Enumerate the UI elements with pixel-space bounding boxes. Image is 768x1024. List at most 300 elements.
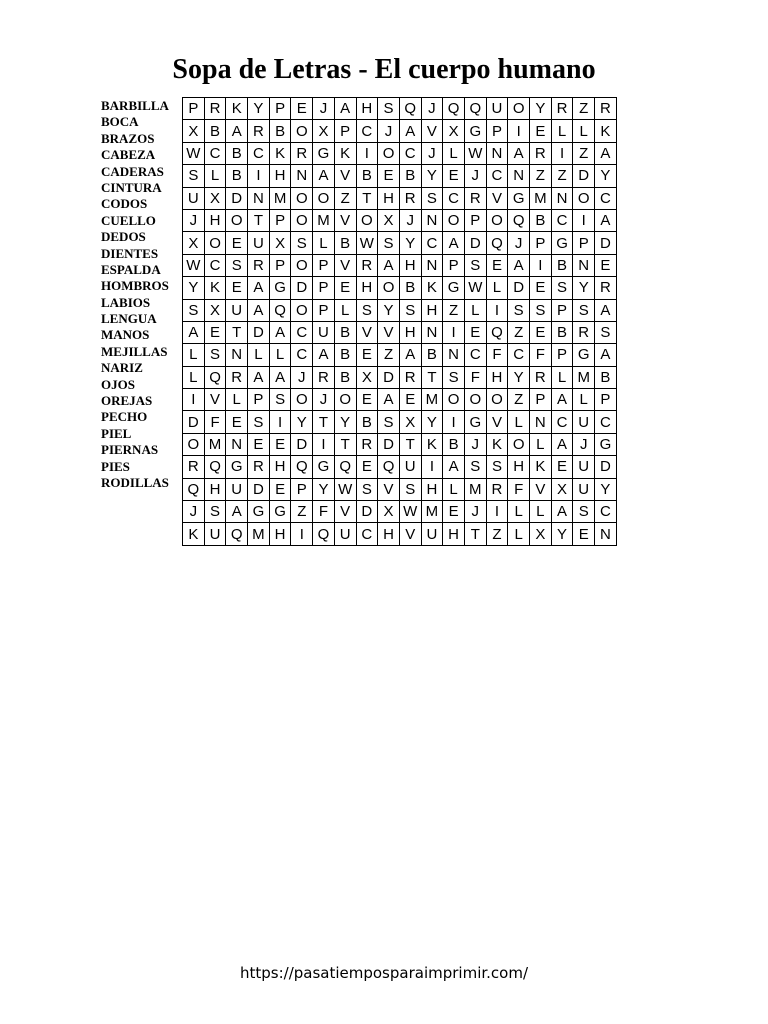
grid-cell[interactable]: C (551, 411, 573, 433)
grid-cell[interactable]: O (313, 187, 335, 209)
grid-cell[interactable]: H (486, 366, 508, 388)
grid-cell[interactable]: H (356, 277, 378, 299)
grid-cell[interactable]: C (595, 501, 617, 523)
grid-cell[interactable]: D (248, 321, 270, 343)
grid-cell[interactable]: X (399, 411, 421, 433)
grid-cell[interactable]: K (486, 433, 508, 455)
grid-cell[interactable]: P (313, 277, 335, 299)
grid-cell[interactable]: O (486, 209, 508, 231)
grid-cell[interactable]: Y (551, 523, 573, 545)
grid-cell[interactable]: R (464, 187, 486, 209)
grid-cell[interactable]: R (204, 98, 226, 120)
grid-cell[interactable]: G (443, 277, 465, 299)
grid-cell[interactable]: J (508, 232, 530, 254)
grid-cell[interactable]: A (248, 366, 270, 388)
grid-cell[interactable]: R (573, 321, 595, 343)
grid-cell[interactable]: C (356, 120, 378, 142)
grid-cell[interactable]: F (508, 478, 530, 500)
grid-cell[interactable]: X (204, 299, 226, 321)
grid-cell[interactable]: S (464, 254, 486, 276)
grid-cell[interactable]: Q (464, 98, 486, 120)
grid-cell[interactable]: Q (399, 98, 421, 120)
grid-cell[interactable]: D (248, 478, 270, 500)
grid-cell[interactable]: T (421, 366, 443, 388)
grid-cell[interactable]: D (183, 411, 205, 433)
grid-cell[interactable]: L (226, 389, 248, 411)
grid-cell[interactable]: O (226, 209, 248, 231)
grid-cell[interactable]: Z (486, 523, 508, 545)
grid-cell[interactable]: S (399, 478, 421, 500)
grid-cell[interactable]: R (183, 456, 205, 478)
grid-cell[interactable]: B (551, 321, 573, 343)
grid-cell[interactable]: E (248, 433, 270, 455)
footer-url[interactable]: https://pasatiemposparaimprimir.com/ (239, 964, 529, 982)
grid-cell[interactable]: S (486, 456, 508, 478)
grid-cell[interactable]: T (334, 433, 356, 455)
grid-cell[interactable]: Q (378, 456, 400, 478)
grid-cell[interactable]: F (313, 501, 335, 523)
grid-cell[interactable]: J (313, 389, 335, 411)
grid-cell[interactable]: C (486, 165, 508, 187)
grid-cell[interactable]: U (421, 523, 443, 545)
grid-cell[interactable]: P (269, 98, 291, 120)
grid-cell[interactable]: A (226, 501, 248, 523)
grid-cell[interactable]: Z (334, 187, 356, 209)
grid-cell[interactable]: M (269, 187, 291, 209)
grid-cell[interactable]: S (530, 299, 552, 321)
grid-cell[interactable]: I (443, 411, 465, 433)
grid-cell[interactable]: B (334, 232, 356, 254)
grid-cell[interactable]: E (356, 344, 378, 366)
grid-cell[interactable]: J (183, 501, 205, 523)
grid-cell[interactable]: X (183, 232, 205, 254)
grid-cell[interactable]: A (378, 389, 400, 411)
grid-cell[interactable]: A (551, 433, 573, 455)
grid-cell[interactable]: E (530, 120, 552, 142)
grid-cell[interactable]: S (421, 187, 443, 209)
grid-cell[interactable]: Y (248, 98, 270, 120)
grid-cell[interactable]: E (399, 389, 421, 411)
grid-cell[interactable]: U (573, 411, 595, 433)
grid-cell[interactable]: M (421, 389, 443, 411)
grid-cell[interactable]: Y (334, 411, 356, 433)
grid-cell[interactable]: C (421, 232, 443, 254)
grid-cell[interactable]: Z (508, 389, 530, 411)
grid-cell[interactable]: O (334, 389, 356, 411)
grid-cell[interactable]: L (573, 120, 595, 142)
grid-cell[interactable]: K (183, 523, 205, 545)
grid-cell[interactable]: A (248, 299, 270, 321)
grid-cell[interactable]: C (595, 411, 617, 433)
grid-cell[interactable]: P (551, 344, 573, 366)
grid-cell[interactable]: Y (508, 366, 530, 388)
grid-cell[interactable]: R (226, 366, 248, 388)
grid-cell[interactable]: N (226, 344, 248, 366)
grid-cell[interactable]: R (356, 433, 378, 455)
grid-cell[interactable]: H (443, 523, 465, 545)
grid-cell[interactable]: K (226, 98, 248, 120)
grid-cell[interactable]: I (421, 456, 443, 478)
grid-cell[interactable]: U (226, 478, 248, 500)
grid-cell[interactable]: I (248, 165, 270, 187)
grid-cell[interactable]: V (486, 187, 508, 209)
grid-cell[interactable]: C (204, 254, 226, 276)
grid-cell[interactable]: E (443, 501, 465, 523)
grid-cell[interactable]: N (530, 411, 552, 433)
grid-cell[interactable]: D (573, 165, 595, 187)
grid-cell[interactable]: X (356, 366, 378, 388)
grid-cell[interactable]: H (378, 523, 400, 545)
grid-cell[interactable]: N (421, 321, 443, 343)
grid-cell[interactable]: P (443, 254, 465, 276)
grid-cell[interactable]: P (313, 299, 335, 321)
grid-cell[interactable]: E (334, 277, 356, 299)
grid-cell[interactable]: R (530, 366, 552, 388)
grid-cell[interactable]: I (508, 120, 530, 142)
grid-cell[interactable]: V (421, 120, 443, 142)
grid-cell[interactable]: Q (443, 98, 465, 120)
grid-cell[interactable]: H (204, 209, 226, 231)
grid-cell[interactable]: B (595, 366, 617, 388)
grid-cell[interactable]: O (486, 389, 508, 411)
grid-cell[interactable]: O (356, 209, 378, 231)
grid-cell[interactable]: P (530, 389, 552, 411)
grid-cell[interactable]: C (508, 344, 530, 366)
grid-cell[interactable]: B (530, 209, 552, 231)
grid-cell[interactable]: N (248, 187, 270, 209)
grid-cell[interactable]: R (486, 478, 508, 500)
grid-cell[interactable]: S (573, 299, 595, 321)
grid-cell[interactable]: U (573, 456, 595, 478)
grid-cell[interactable]: P (248, 389, 270, 411)
grid-cell[interactable]: Q (486, 321, 508, 343)
grid-cell[interactable]: I (486, 501, 508, 523)
grid-cell[interactable]: S (551, 277, 573, 299)
grid-cell[interactable]: S (356, 299, 378, 321)
grid-cell[interactable]: W (399, 501, 421, 523)
grid-cell[interactable]: G (551, 232, 573, 254)
grid-cell[interactable]: Y (313, 478, 335, 500)
grid-cell[interactable]: D (595, 232, 617, 254)
grid-cell[interactable]: Y (595, 478, 617, 500)
grid-cell[interactable]: I (356, 142, 378, 164)
grid-cell[interactable]: H (421, 299, 443, 321)
grid-cell[interactable]: V (356, 321, 378, 343)
grid-cell[interactable]: K (334, 142, 356, 164)
grid-cell[interactable]: L (464, 299, 486, 321)
grid-cell[interactable]: G (269, 277, 291, 299)
grid-cell[interactable]: I (573, 209, 595, 231)
grid-cell[interactable]: M (464, 478, 486, 500)
grid-cell[interactable]: W (464, 142, 486, 164)
grid-cell[interactable]: B (334, 366, 356, 388)
grid-cell[interactable]: O (464, 389, 486, 411)
grid-cell[interactable]: A (595, 142, 617, 164)
grid-cell[interactable]: O (183, 433, 205, 455)
grid-cell[interactable]: A (269, 321, 291, 343)
grid-cell[interactable]: Y (421, 165, 443, 187)
grid-cell[interactable]: D (464, 232, 486, 254)
grid-cell[interactable]: L (183, 366, 205, 388)
grid-cell[interactable]: S (204, 344, 226, 366)
grid-cell[interactable]: V (378, 321, 400, 343)
grid-cell[interactable]: Q (269, 299, 291, 321)
grid-cell[interactable]: X (183, 120, 205, 142)
grid-cell[interactable]: G (226, 456, 248, 478)
grid-cell[interactable]: O (378, 142, 400, 164)
grid-cell[interactable]: X (269, 232, 291, 254)
grid-cell[interactable]: E (356, 389, 378, 411)
grid-cell[interactable]: S (464, 456, 486, 478)
grid-cell[interactable]: N (551, 187, 573, 209)
grid-cell[interactable]: P (530, 232, 552, 254)
grid-cell[interactable]: N (573, 254, 595, 276)
grid-cell[interactable]: X (204, 187, 226, 209)
grid-cell[interactable]: S (595, 321, 617, 343)
grid-cell[interactable]: W (183, 142, 205, 164)
grid-cell[interactable]: A (399, 120, 421, 142)
grid-cell[interactable]: S (378, 411, 400, 433)
grid-cell[interactable]: Z (443, 299, 465, 321)
grid-cell[interactable]: T (399, 433, 421, 455)
grid-cell[interactable]: B (334, 344, 356, 366)
grid-cell[interactable]: W (356, 232, 378, 254)
grid-cell[interactable]: Z (291, 501, 313, 523)
grid-cell[interactable]: O (443, 389, 465, 411)
grid-cell[interactable]: D (226, 187, 248, 209)
grid-cell[interactable]: E (226, 232, 248, 254)
grid-cell[interactable]: J (464, 165, 486, 187)
grid-cell[interactable]: J (399, 209, 421, 231)
grid-cell[interactable]: U (313, 321, 335, 343)
grid-cell[interactable]: B (356, 165, 378, 187)
grid-cell[interactable]: A (551, 501, 573, 523)
grid-cell[interactable]: Q (508, 209, 530, 231)
grid-cell[interactable]: A (334, 98, 356, 120)
grid-cell[interactable]: A (313, 344, 335, 366)
grid-cell[interactable]: T (248, 209, 270, 231)
grid-cell[interactable]: Z (551, 165, 573, 187)
grid-cell[interactable]: N (595, 523, 617, 545)
grid-cell[interactable]: A (443, 456, 465, 478)
grid-cell[interactable]: H (399, 254, 421, 276)
grid-cell[interactable]: P (595, 389, 617, 411)
grid-cell[interactable]: L (313, 232, 335, 254)
grid-cell[interactable]: E (356, 456, 378, 478)
grid-cell[interactable]: B (269, 120, 291, 142)
grid-cell[interactable]: S (183, 165, 205, 187)
grid-cell[interactable]: U (334, 523, 356, 545)
grid-cell[interactable]: L (443, 478, 465, 500)
grid-cell[interactable]: N (291, 165, 313, 187)
grid-cell[interactable]: E (486, 254, 508, 276)
grid-cell[interactable]: N (508, 165, 530, 187)
grid-cell[interactable]: V (530, 478, 552, 500)
grid-cell[interactable]: O (204, 232, 226, 254)
grid-cell[interactable]: A (183, 321, 205, 343)
grid-cell[interactable]: C (464, 344, 486, 366)
grid-cell[interactable]: H (269, 456, 291, 478)
grid-cell[interactable]: B (334, 321, 356, 343)
grid-cell[interactable]: C (204, 142, 226, 164)
grid-cell[interactable]: I (551, 142, 573, 164)
grid-cell[interactable]: R (595, 277, 617, 299)
grid-cell[interactable]: H (269, 523, 291, 545)
grid-cell[interactable]: R (551, 98, 573, 120)
grid-cell[interactable]: Q (313, 523, 335, 545)
grid-cell[interactable]: E (530, 277, 552, 299)
grid-cell[interactable]: I (291, 523, 313, 545)
grid-cell[interactable]: I (183, 389, 205, 411)
grid-cell[interactable]: S (378, 98, 400, 120)
grid-cell[interactable]: N (443, 344, 465, 366)
grid-cell[interactable]: H (378, 187, 400, 209)
grid-cell[interactable]: S (291, 232, 313, 254)
grid-cell[interactable]: J (378, 120, 400, 142)
grid-cell[interactable]: A (399, 344, 421, 366)
grid-cell[interactable]: B (399, 277, 421, 299)
grid-cell[interactable]: A (551, 389, 573, 411)
grid-cell[interactable]: V (399, 523, 421, 545)
grid-cell[interactable]: N (226, 433, 248, 455)
grid-cell[interactable]: A (313, 165, 335, 187)
grid-cell[interactable]: C (248, 142, 270, 164)
grid-cell[interactable]: U (183, 187, 205, 209)
grid-cell[interactable]: B (551, 254, 573, 276)
grid-cell[interactable]: V (486, 411, 508, 433)
grid-cell[interactable]: Q (486, 232, 508, 254)
grid-cell[interactable]: V (334, 254, 356, 276)
grid-cell[interactable]: J (421, 98, 443, 120)
grid-cell[interactable]: N (421, 254, 443, 276)
grid-cell[interactable]: W (334, 478, 356, 500)
grid-cell[interactable]: O (508, 98, 530, 120)
grid-cell[interactable]: R (248, 254, 270, 276)
grid-cell[interactable]: C (595, 187, 617, 209)
grid-cell[interactable]: V (334, 501, 356, 523)
grid-cell[interactable]: E (595, 254, 617, 276)
grid-cell[interactable]: J (183, 209, 205, 231)
grid-cell[interactable]: O (291, 120, 313, 142)
grid-cell[interactable]: Y (291, 411, 313, 433)
grid-cell[interactable]: R (595, 98, 617, 120)
grid-cell[interactable]: C (291, 321, 313, 343)
grid-cell[interactable]: W (183, 254, 205, 276)
grid-cell[interactable]: O (573, 187, 595, 209)
grid-cell[interactable]: S (399, 299, 421, 321)
grid-cell[interactable]: B (204, 120, 226, 142)
grid-cell[interactable]: U (573, 478, 595, 500)
grid-cell[interactable]: Q (204, 456, 226, 478)
grid-cell[interactable]: Z (530, 165, 552, 187)
grid-cell[interactable]: Y (530, 98, 552, 120)
grid-cell[interactable]: S (269, 389, 291, 411)
grid-cell[interactable]: J (573, 433, 595, 455)
grid-cell[interactable]: V (334, 209, 356, 231)
grid-cell[interactable]: F (530, 344, 552, 366)
grid-cell[interactable]: Q (226, 523, 248, 545)
grid-cell[interactable]: C (291, 344, 313, 366)
grid-cell[interactable]: U (204, 523, 226, 545)
grid-cell[interactable]: M (530, 187, 552, 209)
grid-cell[interactable]: G (464, 411, 486, 433)
grid-cell[interactable]: Y (399, 232, 421, 254)
grid-cell[interactable]: E (378, 165, 400, 187)
grid-cell[interactable]: S (356, 478, 378, 500)
grid-cell[interactable]: X (551, 478, 573, 500)
grid-cell[interactable]: O (508, 433, 530, 455)
grid-cell[interactable]: D (508, 277, 530, 299)
grid-cell[interactable]: S (573, 501, 595, 523)
grid-cell[interactable]: E (269, 478, 291, 500)
grid-cell[interactable]: R (291, 142, 313, 164)
grid-cell[interactable]: G (313, 456, 335, 478)
grid-cell[interactable]: W (464, 277, 486, 299)
grid-cell[interactable]: D (595, 456, 617, 478)
grid-cell[interactable]: K (421, 433, 443, 455)
grid-cell[interactable]: G (508, 187, 530, 209)
grid-cell[interactable]: L (508, 523, 530, 545)
grid-cell[interactable]: P (313, 254, 335, 276)
grid-cell[interactable]: I (530, 254, 552, 276)
grid-cell[interactable]: P (183, 98, 205, 120)
grid-cell[interactable]: C (443, 187, 465, 209)
grid-cell[interactable]: M (573, 366, 595, 388)
grid-cell[interactable]: B (443, 433, 465, 455)
grid-cell[interactable]: H (508, 456, 530, 478)
grid-cell[interactable]: R (356, 254, 378, 276)
grid-cell[interactable]: E (226, 277, 248, 299)
grid-cell[interactable]: H (399, 321, 421, 343)
grid-cell[interactable]: U (226, 299, 248, 321)
grid-cell[interactable]: Q (183, 478, 205, 500)
grid-cell[interactable]: G (269, 501, 291, 523)
grid-cell[interactable]: R (248, 456, 270, 478)
grid-cell[interactable]: A (378, 254, 400, 276)
grid-cell[interactable]: L (508, 501, 530, 523)
grid-cell[interactable]: E (443, 165, 465, 187)
grid-cell[interactable]: X (443, 120, 465, 142)
grid-cell[interactable]: L (269, 344, 291, 366)
grid-cell[interactable]: S (183, 299, 205, 321)
grid-cell[interactable]: S (226, 254, 248, 276)
grid-cell[interactable]: M (248, 523, 270, 545)
grid-cell[interactable]: G (464, 120, 486, 142)
grid-cell[interactable]: O (291, 254, 313, 276)
grid-cell[interactable]: L (183, 344, 205, 366)
grid-cell[interactable]: T (464, 523, 486, 545)
grid-cell[interactable]: R (313, 366, 335, 388)
grid-cell[interactable]: H (204, 478, 226, 500)
grid-cell[interactable]: O (291, 389, 313, 411)
grid-cell[interactable]: S (508, 299, 530, 321)
grid-cell[interactable]: A (269, 366, 291, 388)
grid-cell[interactable]: C (551, 209, 573, 231)
grid-cell[interactable]: B (226, 142, 248, 164)
grid-cell[interactable]: Q (204, 366, 226, 388)
grid-cell[interactable]: C (356, 523, 378, 545)
grid-cell[interactable]: Z (573, 98, 595, 120)
grid-cell[interactable]: K (595, 120, 617, 142)
grid-cell[interactable]: Z (573, 142, 595, 164)
grid-cell[interactable]: J (421, 142, 443, 164)
grid-cell[interactable]: L (508, 411, 530, 433)
grid-cell[interactable]: K (204, 277, 226, 299)
grid-cell[interactable]: Q (334, 456, 356, 478)
grid-cell[interactable]: L (334, 299, 356, 321)
grid-cell[interactable]: M (204, 433, 226, 455)
grid-cell[interactable]: P (486, 120, 508, 142)
